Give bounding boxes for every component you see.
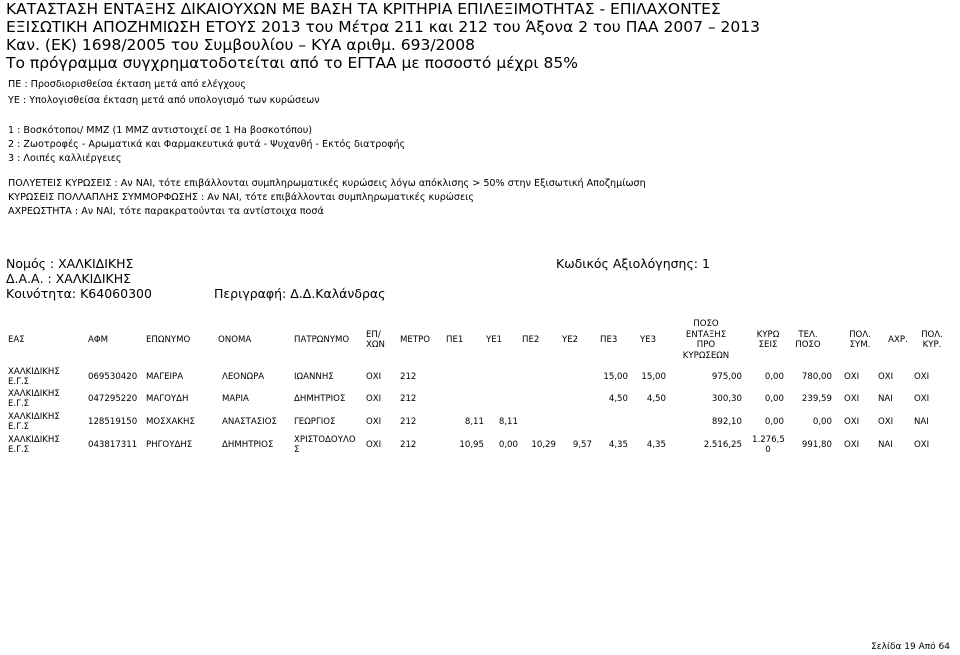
cell-polkyr: ΝΑΙ (914, 416, 929, 427)
cell-metro: 212 (400, 371, 417, 382)
column-header: ΟΝΟΜΑ (218, 334, 252, 345)
nomos-label: Νομός : ΧΑΛΚΙΔΙΚΗΣ (6, 256, 134, 271)
cell-eponymo: ΜΟΣΧΑΚΗΣ (146, 416, 195, 427)
cell-afm: 047295220 (88, 393, 138, 404)
cell-tel: 780,00 (801, 371, 832, 382)
cell-poso: 300,30 (711, 393, 742, 404)
cell-pe1: 8,11 (464, 416, 484, 427)
cell-epixon: ΟΧΙ (366, 371, 382, 382)
cell-tel: 239,59 (801, 393, 832, 404)
title-line: Καν. (ΕΚ) 1698/2005 του Συμβουλίου – ΚΥΑ αριθμ. 693/2008 (6, 36, 475, 54)
legend-line: ΚΥΡΩΣΕΙΣ ΠΟΛΛΑΠΛΗΣ ΣΥΜΜΟΡΦΩΣΗΣ : Αν ΝΑΙ, τότε επιβάλλονται συμπληρωματικές κυρώσεις (8, 192, 475, 203)
cell-onoma: ΜΑΡΙΑ (222, 393, 249, 404)
cell-eas: ΧΑΛΚΙΔΙΚΗΣ (8, 434, 60, 445)
cell-patronymo: ΧΡΙΣΤΟΔΟΥΛΟ (294, 434, 356, 445)
cell-kyroseis: 0,00 (764, 371, 784, 382)
cell-ye3: 15,00 (641, 371, 666, 382)
column-header: ΠΕ1 (446, 334, 464, 345)
legend-line: ΥΕ : Υπολογισθείσα έκταση μετά από υπολογισμό των κυρώσεων (8, 95, 320, 106)
column-header: ΕΠΩΝΥΜΟ (146, 334, 191, 345)
cell-pe3: 15,00 (603, 371, 628, 382)
koinotita-label: Κοινότητα: K64060300 (6, 286, 152, 301)
cell-epixon: ΟΧΙ (366, 393, 382, 404)
cell-polkyr: ΟΧΙ (914, 371, 930, 382)
column-header: ΠΕ3 (600, 334, 618, 345)
daa-label: Δ.Α.Α. : ΧΑΛΚΙΔΙΚΗΣ (6, 271, 132, 286)
cell-eponymo: ΜΑΓΟΥΔΗ (146, 393, 189, 404)
cell-eas: Ε.Γ.Σ (8, 445, 30, 455)
cell-ye2: 9,57 (572, 439, 592, 450)
cell-axr: ΝΑΙ (878, 439, 893, 450)
cell-polsym: ΟΧΙ (844, 393, 860, 404)
column-header: ΥΕ3 (640, 334, 657, 345)
cell-metro: 212 (400, 439, 417, 450)
title-line: Το πρόγραμμα συγχρηματοδοτείται από το ΕΓΤΑΑ με ποσοστό μέχρι 85% (6, 54, 578, 72)
column-header: ΠΕ2 (522, 334, 540, 345)
column-header: ΜΕΤΡΟ (400, 334, 431, 345)
column-header: ΠΟΛ. (921, 329, 943, 340)
cell-ye3: 4,35 (646, 439, 666, 450)
cell-pe2: 10,29 (531, 439, 556, 450)
cell-axr: ΝΑΙ (878, 393, 893, 404)
column-header: ΤΕΛ. (798, 329, 818, 340)
title-line: ΚΑΤΑΣΤΑΣΗ ΕΝΤΑΞΗΣ ΔΙΚΑΙΟΥΧΩΝ ΜΕ ΒΑΣΗ ΤΑ ΚΡΙΤΗΡΙΑ ΕΠΙΛΕΞΙΜΟΤΗΤΑΣ - ΕΠΙΛΑΧΟΝΤΕΣ (6, 0, 721, 18)
column-header: ΠΑΤΡΩΝΥΜΟ (294, 334, 350, 345)
cell-polsym: ΟΧΙ (844, 371, 860, 382)
legend-line: 3 : Λοιπές καλλιέργειες (8, 153, 122, 164)
column-header: ΠΡΟ (696, 340, 716, 350)
cell-eas: ΧΑΛΚΙΔΙΚΗΣ (8, 388, 60, 399)
column-header: ΠΟΣΟ (795, 340, 821, 350)
cell-patronymo: ΙΩΑΝΝΗΣ (294, 371, 334, 382)
cell-poso: 975,00 (711, 371, 742, 382)
cell-kyroseis: 1.276,5 (752, 434, 785, 445)
column-header: ΑΦΜ (88, 334, 109, 345)
cell-tel: 991,80 (801, 439, 832, 450)
cell-polsym: ΟΧΙ (844, 416, 860, 427)
cell-epixon: ΟΧΙ (366, 439, 382, 450)
cell-onoma: ΛΕΟΝΩΡΑ (222, 371, 265, 382)
cell-axr: ΟΧΙ (878, 371, 894, 382)
column-header: ΑΧΡ. (888, 334, 908, 345)
cell-pe1: 10,95 (459, 439, 484, 450)
cell-polkyr: ΟΧΙ (914, 393, 930, 404)
cell-onoma: ΔΗΜΗΤΡΙΟΣ (222, 439, 274, 450)
cell-eas: ΧΑΛΚΙΔΙΚΗΣ (8, 411, 60, 422)
legend-line: ΑΧΡΕΩΣΤΗΤΑ : Αν ΝΑΙ, τότε παρακρατούνται τα αντίστοιχα ποσά (8, 206, 324, 217)
column-header: ΣΥΜ. (849, 340, 871, 350)
column-header: ΠΟΣΟ (693, 319, 719, 329)
cell-polkyr: ΟΧΙ (914, 439, 930, 450)
column-header: ΕΠ/ (366, 329, 381, 340)
page-number: Σελίδα 19 Από 64 (871, 642, 950, 652)
cell-poso: 892,10 (711, 416, 742, 427)
column-header: ΕΑΣ (8, 334, 25, 345)
cell-tel: 0,00 (812, 416, 832, 427)
column-header: ΚΥΡΩΣΕΩΝ (682, 350, 730, 361)
cell-onoma: ΑΝΑΣΤΑΣΙΟΣ (222, 416, 277, 427)
cell-patronymo: ΔΗΜΗΤΡΙΟΣ (294, 393, 346, 404)
legend-line: ΠΕ : Προσδιορισθείσα έκταση μετά από ελέγχους (8, 79, 246, 90)
cell-ye3: 4,50 (646, 393, 666, 404)
cell-kyroseis: 0,00 (764, 393, 784, 404)
cell-patronymo: ΓΕΩΡΓΙΟΣ (294, 416, 336, 427)
cell-kyroseis: 0 (765, 445, 771, 455)
cell-eas: ΧΑΛΚΙΔΙΚΗΣ (8, 366, 60, 377)
cell-ye1: 0,00 (498, 439, 518, 450)
column-header: ΚΥΡ. (922, 340, 942, 350)
cell-axr: ΟΧΙ (878, 416, 894, 427)
cell-eas: Ε.Γ.Σ (8, 422, 30, 432)
cell-eas: Ε.Γ.Σ (8, 399, 30, 409)
cell-eponymo: ΜΑΓΕΙΡΑ (146, 371, 184, 382)
column-header: ΕΝΤΑΞΗΣ (685, 329, 727, 340)
column-header: ΧΩΝ (366, 340, 385, 350)
column-header: ΣΕΙΣ (758, 340, 778, 350)
cell-pe3: 4,50 (608, 393, 628, 404)
title-line: ΕΞΙΣΩΤΙΚΗ ΑΠΟΖΗΜΙΩΣΗ ΕΤΟΥΣ 2013 του Μέτρα 211 και 212 του Άξονα 2 του ΠΑΑ 2007 – 2013 (6, 18, 760, 36)
column-header: ΥΕ1 (486, 334, 503, 345)
column-header: ΠΟΛ. (849, 329, 871, 340)
cell-epixon: ΟΧΙ (366, 416, 382, 427)
column-header: ΥΕ2 (562, 334, 579, 345)
cell-metro: 212 (400, 416, 417, 427)
cell-patronymo: Σ (294, 445, 300, 455)
cell-afm: 128519150 (88, 416, 138, 427)
cell-polsym: ΟΧΙ (844, 439, 860, 450)
cell-ye1: 8,11 (498, 416, 518, 427)
cell-kyroseis: 0,00 (764, 416, 784, 427)
legend-line: 2 : Ζωοτροφές - Αρωματικά και Φαρμακευτικά φυτά - Ψυχανθή - Εκτός διατροφής (8, 139, 406, 150)
column-header: ΚΥΡΩ (756, 329, 780, 340)
perigrafi-label: Περιγραφή: Δ.Δ.Καλάνδρας (214, 286, 386, 301)
cell-poso: 2.516,25 (703, 439, 742, 450)
kodikos-axiologisis-label: Κωδικός Αξιολόγησης: 1 (556, 256, 710, 271)
cell-afm: 043817311 (88, 439, 138, 450)
cell-eponymo: ΡΗΓΟΥΔΗΣ (146, 439, 193, 450)
cell-metro: 212 (400, 393, 417, 404)
cell-afm: 069530420 (88, 371, 138, 382)
legend-line: ΠΟΛΥΕΤΕΙΣ ΚΥΡΩΣΕΙΣ : Αν ΝΑΙ, τότε επιβάλλονται συμπληρωματικές κυρώσεις λόγω απόκλισης > 50% στην Εξισωτική Αποζημίωση (8, 178, 646, 189)
legend-line: 1 : Βοσκότοποι/ ΜΜΖ (1 ΜΜΖ αντιστοιχεί σε 1 Ha βοσκοτόπου) (8, 125, 313, 136)
cell-pe3: 4,35 (608, 439, 628, 450)
cell-eas: Ε.Γ.Σ (8, 377, 30, 387)
